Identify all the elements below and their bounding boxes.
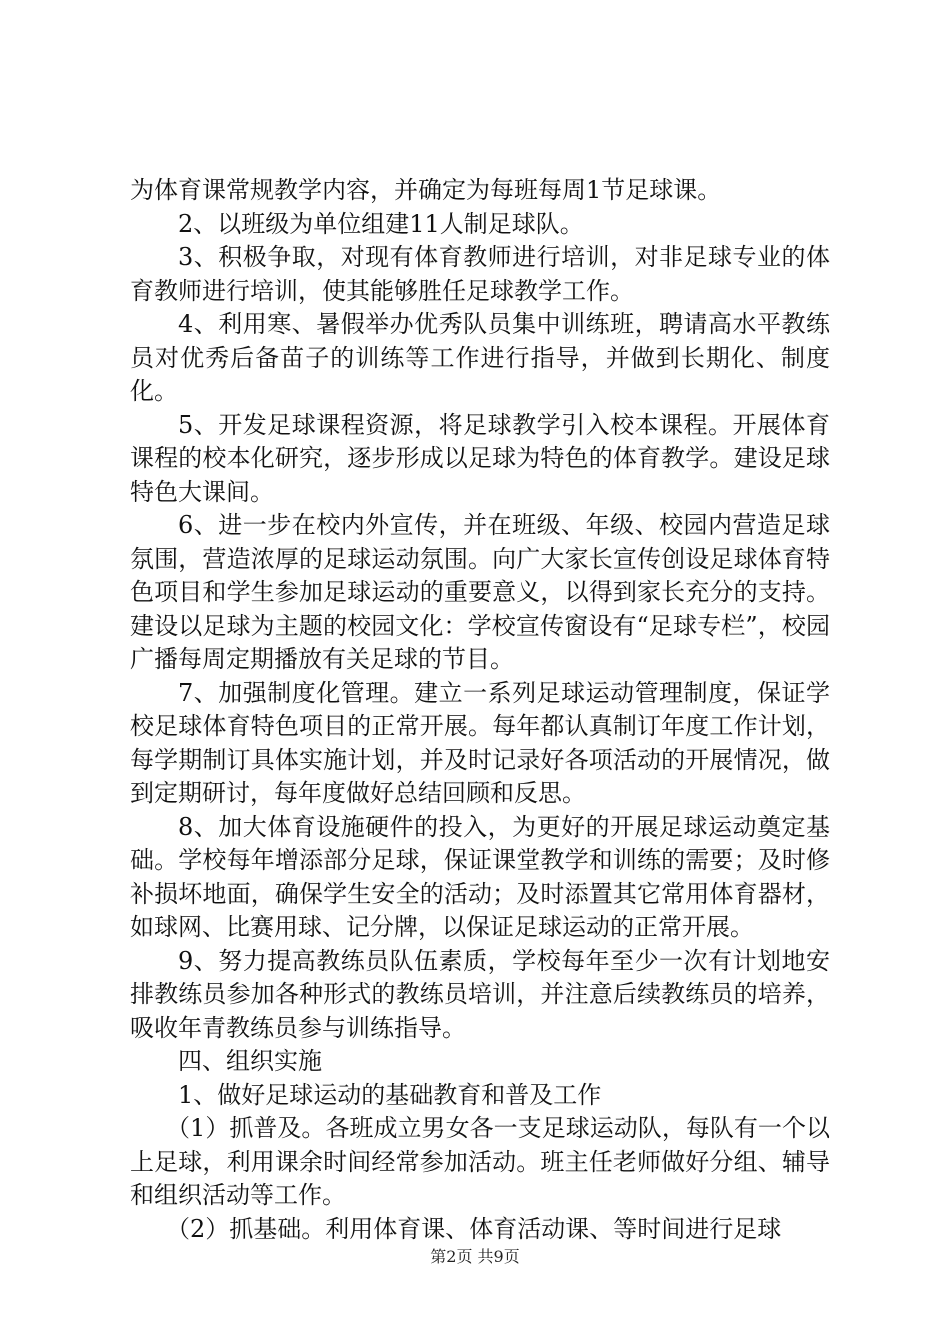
paragraph-continuation: 为体育课常规教学内容，并确定为每班每周1节足球课。 [130,176,722,204]
paragraph-item-7: 7、加强制度化管理。建立一系列足球运动管理制度，保证学校足球体育特色项目的正常开展。每年都认真制订年度工作计划，每学期制订具体实施计划，并及时记录好各项活动的开展情况，做到定期研讨，每年度做好总结回顾和反思。 [130,678,830,807]
paragraph-sub-2: （2）抓基础。利用体育课、体育活动课、等时间进行足球 [166,1214,782,1243]
page-number-footer: 第2页 共9页 [430,1247,520,1266]
subsection-heading: 1、做好足球运动的基础教育和普及工作 [178,1080,602,1109]
paragraph-item-8: 8、加大体育设施硬件的投入，为更好的开展足球运动奠定基础。学校每年增添部分足球，保证课堂教学和训练的需要；及时修补损坏地面，确保学生安全的活动；及时添置其它常用体育器材，如球网、比赛用球、记分牌，以保证足球运动的正常开展。 [130,812,830,941]
paragraph-item-5: 5、开发足球课程资源，将足球教学引入校本课程。开展体育课程的校本化研究，逐步形成以足球为特色的体育教学。建设足球特色大课间。 [130,410,830,506]
paragraph-item-4: 4、利用寒、暑假举办优秀队员集中训练班，聘请高水平教练员对优秀后备苗子的训练等工作进行指导，并做到长期化、制度化。 [130,310,830,405]
paragraph-item-2: 2、以班级为单位组建11人制足球队。 [178,209,584,238]
paragraph-sub-1: （1）抓普及。各班成立男女各一支足球运动队，每队有一个以上足球，利用课余时间经常参加活动。班主任老师做好分组、辅导和组织活动等工作。 [130,1114,830,1209]
paragraph-item-9: 9、努力提高教练员队伍素质，学校每年至少一次有计划地安排教练员参加各种形式的教练员培训，并注意后续教练员的培养，吸收年青教练员参与训练指导。 [130,946,830,1042]
section-heading: 四、组织实施 [178,1047,322,1075]
document-body [130,174,830,1246]
paragraph-item-6: 6、进一步在校内外宣传，并在班级、年级、校园内营造足球氛围，营造浓厚的足球运动氛围。向广大家长宣传创设足球体育特色项目和学生参加足球运动的重要意义，以得到家长充分的支持。建设以足球为主题的校园文化：学校宣传窗设有“足球专栏”，校园广播每周定期播放有关足球的节目。 [130,511,830,673]
paragraph-item-3: 3、积极争取，对现有体育教师进行培训，对非足球专业的体育教师进行培训，使其能够胜任足球教学工作。 [130,243,830,305]
